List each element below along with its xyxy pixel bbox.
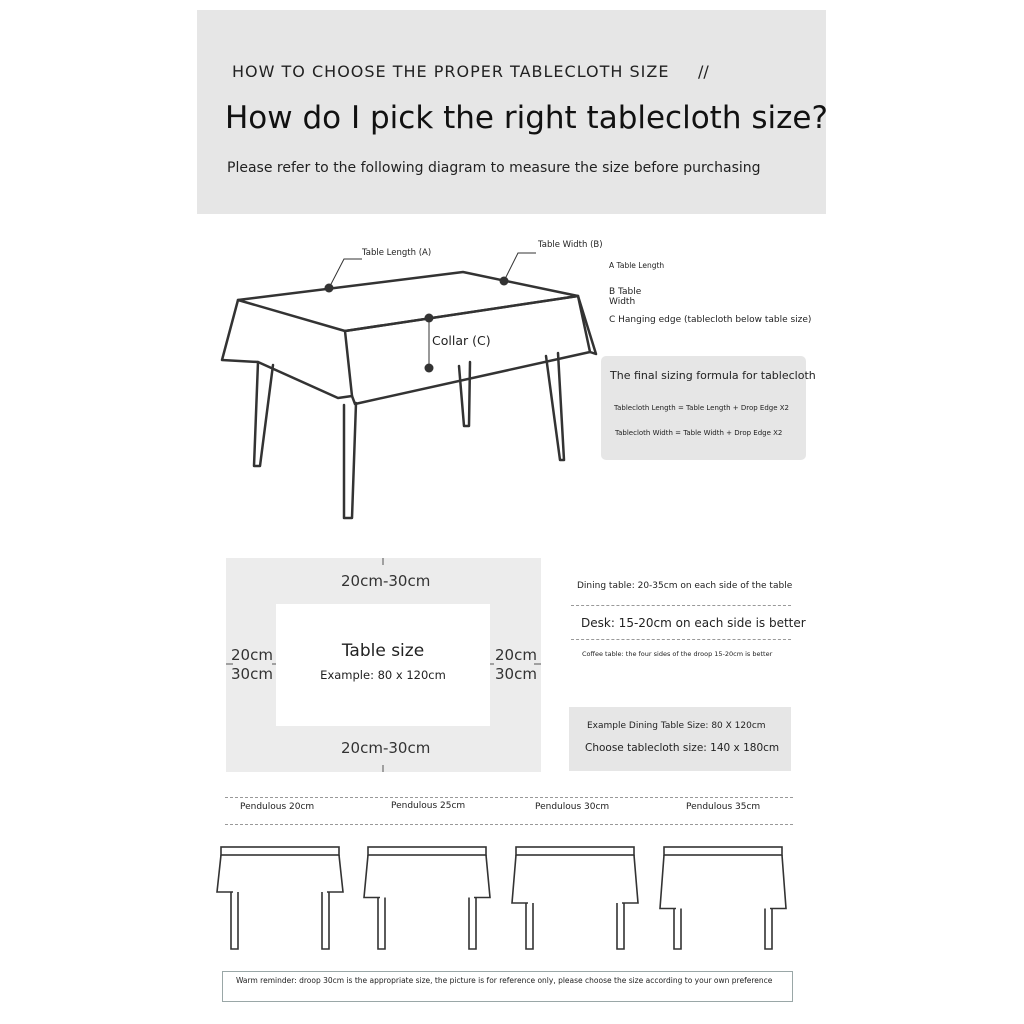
page-subtitle: Please refer to the following diagram to measure the size before purchasing [227, 160, 761, 176]
drop-right-line1: 20cm [495, 646, 537, 664]
formula-title: The final sizing formula for tablecloth [610, 369, 816, 382]
pendulous-table-20 [217, 847, 343, 949]
pendulous-label-25: Pendulous 25cm [391, 801, 466, 811]
pendulous-tabletop [368, 847, 486, 855]
pendulous-table-35 [660, 847, 786, 949]
table-width-label: Table Width (B) [538, 240, 603, 250]
table-size-title: Table size [341, 641, 425, 661]
note-desk: Desk: 15-20cm on each side is better [581, 616, 806, 630]
pendulous-tabletop [221, 847, 339, 855]
drop-top-label: 20cm-30cm [341, 572, 431, 590]
example-cloth-size: Choose tablecloth size: 140 x 180cm [585, 742, 780, 754]
page-title: How do I pick the right tablecloth size? [225, 100, 828, 136]
note-dining: Dining table: 20-35cm on each side of the table [577, 581, 793, 591]
pendulous-label-35: Pendulous 35cm [686, 802, 761, 812]
drop-left-line2: 30cm [231, 665, 273, 683]
pendulous-leg-right [322, 892, 329, 949]
collar-label: Collar (C) [432, 333, 491, 348]
pendulous-cloth-skirt [217, 855, 343, 892]
pendulous-cloth-skirt [512, 855, 638, 903]
pendulous-cloth-skirt [660, 855, 786, 909]
example-table-size: Example Dining Table Size: 80 X 120cm [587, 721, 766, 731]
pendulous-table-25 [364, 847, 490, 949]
table-length-label: Table Length (A) [362, 248, 432, 258]
pendulous-leg-right [617, 903, 624, 949]
pendulous-leg-left [378, 898, 385, 950]
formula-width: Tablecloth Width = Table Width + Drop Edge X2 [615, 429, 783, 437]
table-size-example: Example: 80 x 120cm [320, 668, 446, 682]
reminder-text: Warm reminder: droop 30cm is the appropriate size, the picture is for reference only, please choose the size according to your own preference [236, 976, 773, 985]
legend-c: C Hanging edge (tablecloth below table size) [609, 315, 812, 325]
pendulous-leg-left [526, 903, 533, 949]
pendulous-tabletop [664, 847, 782, 855]
section-kicker: HOW TO CHOOSE THE PROPER TABLECLOTH SIZE [232, 62, 670, 81]
pendulous-table-30 [512, 847, 638, 949]
pendulous-leg-right [469, 898, 476, 950]
note-coffee: Coffee table: the four sides of the droop 15-20cm is better [582, 650, 773, 658]
legend-b-line1: B Table [609, 287, 642, 297]
pendulous-label-30: Pendulous 30cm [535, 802, 610, 812]
drop-left-line1: 20cm [231, 646, 273, 664]
legend-a: A Table Length [609, 261, 665, 270]
drop-right-line2: 30cm [495, 665, 537, 683]
pendulous-cloth-skirt [364, 855, 490, 898]
pendulous-tabletop [516, 847, 634, 855]
legend-b-line2: Width [609, 297, 636, 307]
pendulous-leg-right [765, 909, 772, 950]
kicker-mark: // [698, 62, 709, 81]
pendulous-leg-left [231, 892, 238, 949]
pendulous-leg-left [674, 909, 681, 950]
formula-length: Tablecloth Length = Table Length + Drop Edge X2 [614, 404, 789, 412]
pendulous-label-20: Pendulous 20cm [240, 802, 315, 812]
drop-bottom-label: 20cm-30cm [341, 739, 431, 757]
